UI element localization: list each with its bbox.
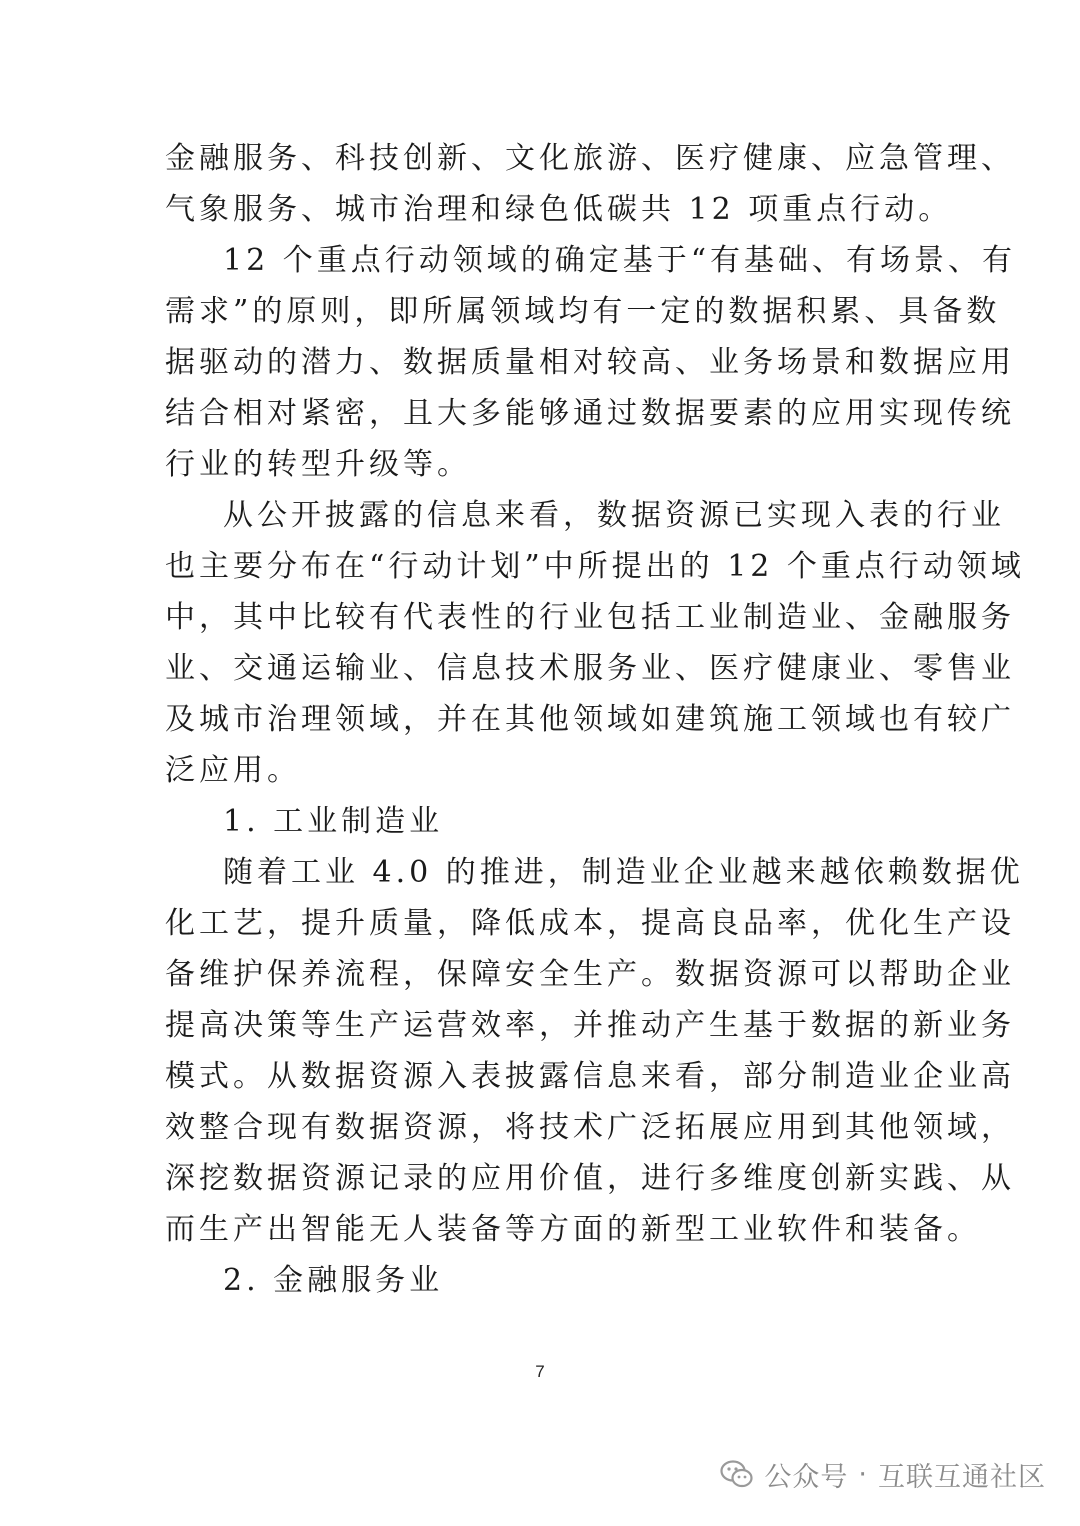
text-line: 及城市治理领域，并在其他领域如建筑施工领域也有较广 <box>165 702 1015 737</box>
paragraph-start-line: 从公开披露的信息来看，数据资源已实现入表的行业 <box>223 498 1005 533</box>
text-line: 行业的转型升级等。 <box>165 447 471 482</box>
text-line: 深挖数据资源记录的应用价值，进行多维度创新实践、从 <box>165 1161 1015 1196</box>
text-line: 业、交通运输业、信息技术服务业、医疗健康业、零售业 <box>165 651 1015 686</box>
text-line: 金融服务、科技创新、文化旅游、医疗健康、应急管理、 <box>165 141 1015 176</box>
paragraph-start-line: 12 个重点行动领域的确定基于“有基础、有场景、有 <box>223 243 1017 278</box>
text-line: 据驱动的潜力、数据质量相对较高、业务场景和数据应用 <box>165 345 1015 380</box>
watermark-account-name: 互联互通社区 <box>878 1461 1046 1493</box>
body-text <box>165 133 1025 1306</box>
paragraph-start-line: 随着工业 4.0 的推进，制造业企业越来越依赖数据优 <box>223 855 1024 890</box>
text-line: 泛应用。 <box>165 753 301 788</box>
text-line: 而生产出智能无人装备等方面的新型工业软件和装备。 <box>165 1212 981 1247</box>
text-line: 中，其中比较有代表性的行业包括工业制造业、金融服务 <box>165 600 1015 635</box>
text-line: 需求”的原则，即所属领域均有一定的数据积累、具备数 <box>165 294 1001 329</box>
text-line: 也主要分布在“行动计划”中所提出的 12 个重点行动领域 <box>165 549 1025 584</box>
text-line: 备维护保养流程，保障安全生产。数据资源可以帮助企业 <box>165 957 1015 992</box>
wechat-icon <box>720 1459 754 1489</box>
watermark-separator: · <box>858 1458 868 1490</box>
text-line: 结合相对紧密，且大多能够通过数据要素的应用实现传统 <box>165 396 1015 431</box>
account-watermark <box>720 1454 1046 1494</box>
page-number: 7 <box>535 1362 545 1381</box>
text-line: 气象服务、城市治理和绿色低碳共 12 项重点行动。 <box>165 192 953 227</box>
text-line: 提高决策等生产运营效率，并推动产生基于数据的新业务 <box>165 1008 1015 1043</box>
text-line: 化工艺，提升质量，降低成本，提高良品率，优化生产设 <box>165 906 1015 941</box>
text-line: 效整合现有数据资源，将技术广泛拓展应用到其他领域， <box>165 1110 1015 1145</box>
text-line: 模式。从数据资源入表披露信息来看，部分制造业企业高 <box>165 1059 1015 1094</box>
watermark-label: 公众号 <box>764 1461 849 1493</box>
section-heading: 2. 金融服务业 <box>223 1263 444 1298</box>
section-heading: 1. 工业制造业 <box>223 804 444 839</box>
